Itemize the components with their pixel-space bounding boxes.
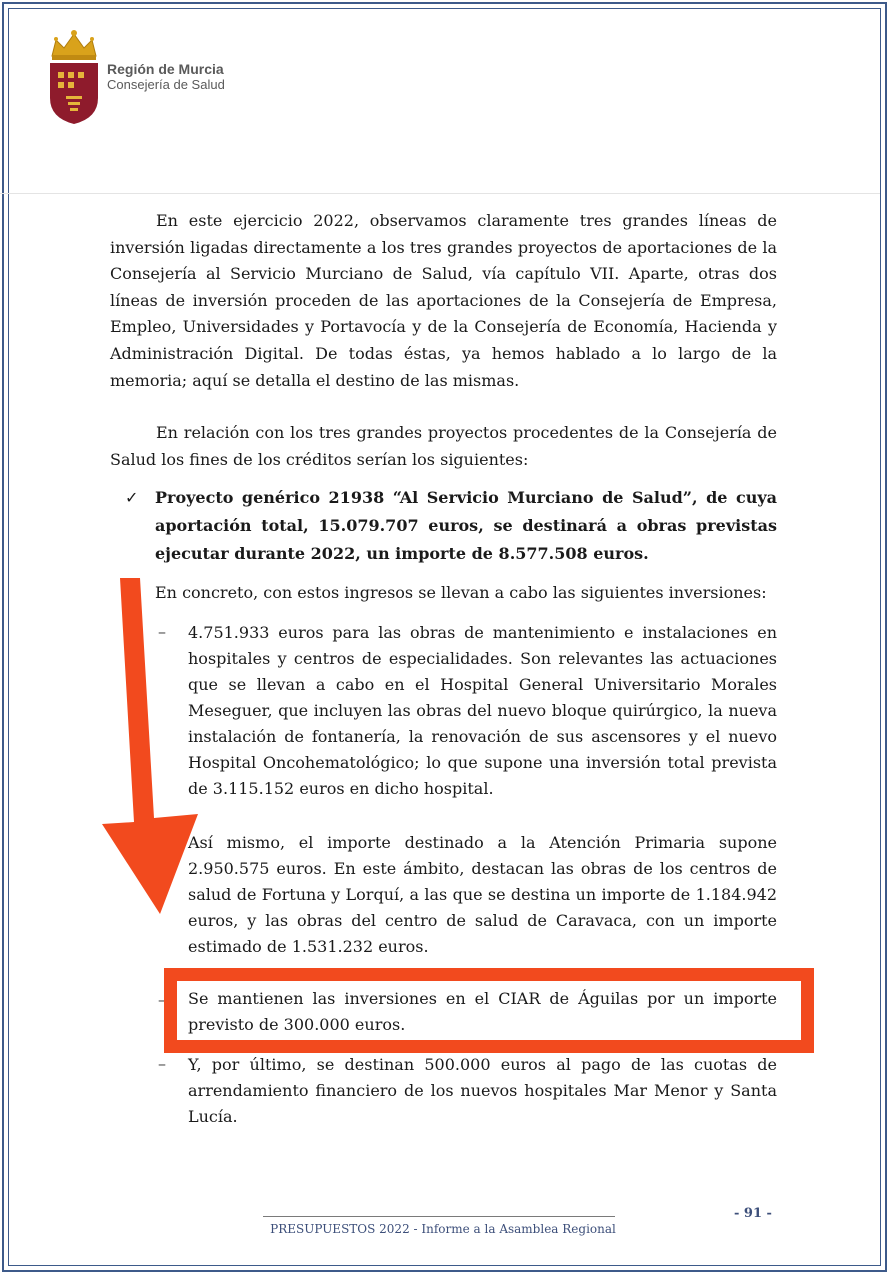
list-dash: – [158,622,166,641]
footer-text: PRESUPUESTOS 2022 - Informe a la Asamblea Regional [270,1222,616,1236]
page-number: - 91 - [734,1206,772,1221]
org-name: Región de Murcia [107,61,224,77]
org-dept: Consejería de Salud [107,77,225,92]
highlight-box [164,968,814,1053]
list-dash: – [158,1054,166,1073]
list-item: 4.751.933 euros para las obras de mantenimiento e instalaciones en hospitales y centros de especialidades. Son relevantes las actuaciones que se llevan a cabo en el Hospital General Universitario Morales Meseguer, que incluyen las obras del nuevo bloque quirúrgico, la nueva instalación de fontanería, la renovación de sus ascensores y el nuevo Hospital Oncohematológico; lo que supone una inversión total prevista de 3.115.152 euros en dicho hospital. [188,623,777,798]
project-item-bold: Proyecto genérico 21938 “Al Servicio Murciano de Salud”, de cuya aportación total, 15.079.707 euros, se destinará a obras previstas ejecutar durante 2022, un importe de 8.577.508 euros. [155,488,777,563]
red-arrow-down-icon [98,578,230,918]
org-label [107,61,225,93]
paragraph-intro: En este ejercicio 2022, observamos claramente tres grandes líneas de inversión ligadas directamente a los tres grandes proyectos de aportaciones de la Consejería al Servicio Murciano de Salud, vía capítulo VII. Aparte, otras dos líneas de inversión proceden de las aportaciones de la Consejería de Empresa, Empleo, Universidades y Portavocía y de la Consejería de Economía, Hacienda y Administración Digital. De todas éstas, ya hemos hablado a lo largo de la memoria; aquí se detalla el destino de las mismas. [110,211,777,390]
investments-intro: En concreto, con estos ingresos se llevan a cabo las siguientes inversiones: [155,583,767,602]
footer-rule [263,1216,615,1217]
checkmark-icon: ✓ [125,488,139,507]
list-item: Así mismo, el importe destinado a la Atención Primaria supone 2.950.575 euros. En este ámbito, destacan las obras de los centros de salud de Fortuna y Lorquí, a las que se destina un importe de 1.184.942 euros, y las obras del centro de salud de Caravaca, con un importe estimado de 1.531.232 euros. [188,833,777,956]
paragraph-projects: En relación con los tres grandes proyectos procedentes de la Consejería de Salud los fines de los créditos serían los siguientes: [110,423,777,469]
list-item: Y, por último, se destinan 500.000 euros al pago de las cuotas de arrendamiento financiero de los nuevos hospitales Mar Menor y Santa Lucía. [188,1055,777,1126]
header-separator [0,193,880,194]
list-dash: – [158,990,166,1009]
list-item-highlighted: Se mantienen las inversiones en el CIAR de Águilas por un importe previsto de 300.000 euros. [188,989,777,1034]
coat-of-arms-icon [46,26,102,126]
